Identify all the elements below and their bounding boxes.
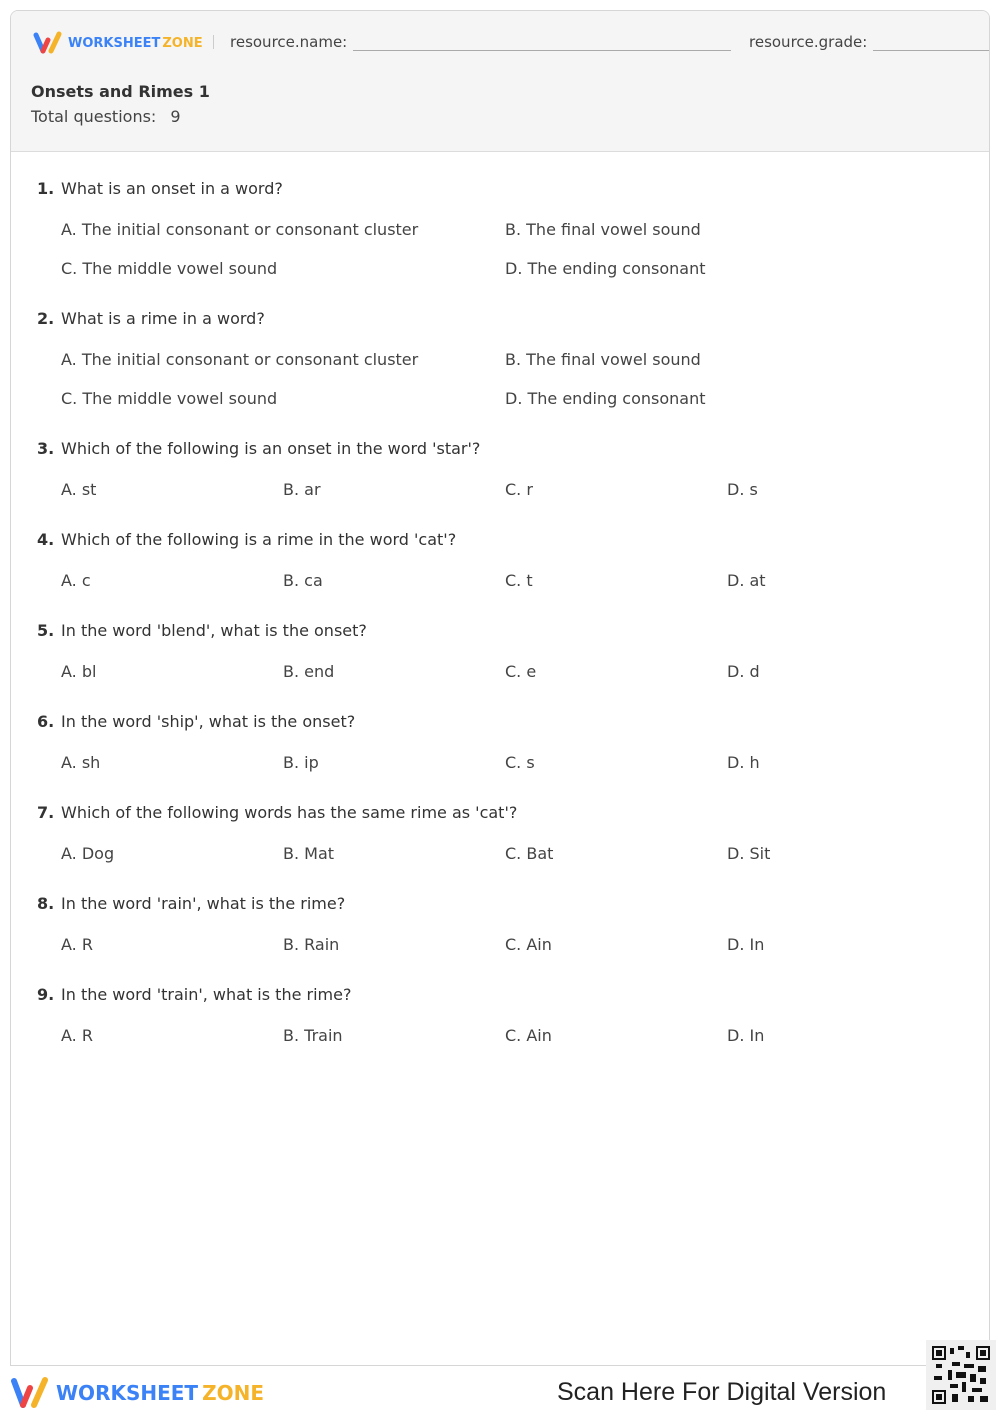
question-number: 2. [37, 309, 55, 328]
answer-option[interactable]: C. The middle vowel sound [61, 388, 278, 408]
worksheet-header [11, 11, 989, 152]
answer-options [61, 340, 977, 418]
answer-option[interactable]: D. s [727, 479, 758, 499]
answer-option[interactable]: C. Ain [505, 934, 552, 954]
question-text [37, 803, 977, 823]
answer-option[interactable]: A. bl [61, 661, 97, 681]
answer-option[interactable]: A. sh [61, 752, 101, 772]
answer-option[interactable]: C. Bat [505, 843, 554, 863]
worksheet-title: Onsets and Rimes 1 [31, 82, 210, 101]
answer-option[interactable]: B. ca [283, 570, 323, 590]
question-text [37, 712, 977, 732]
answer-option[interactable]: B. The final vowel sound [505, 349, 701, 369]
qr-code-icon[interactable] [926, 1340, 996, 1410]
resource-grade-label: resource.grade: [749, 33, 868, 51]
answer-option[interactable]: A. c [61, 570, 91, 590]
question-text [37, 894, 977, 914]
resource-name-line [353, 37, 731, 51]
question-number: 5. [37, 621, 55, 640]
answer-options [61, 925, 977, 964]
question-prompt: In the word 'train', what is the rime? [61, 985, 352, 1004]
resource-name-field [230, 33, 731, 51]
question-prompt: Which of the following is a rime in the word 'cat'? [61, 530, 457, 549]
question-text [37, 621, 977, 641]
resource-name-label: resource.name: [230, 33, 348, 51]
question-text [37, 985, 977, 1005]
answer-options [61, 652, 977, 691]
answer-option[interactable]: A. st [61, 479, 97, 499]
answer-option[interactable]: D. In [727, 934, 765, 954]
question-prompt: What is a rime in a word? [61, 309, 265, 328]
question-text [37, 439, 977, 459]
brand-part1: WORKSHEET [56, 1381, 199, 1405]
total-questions [31, 107, 181, 126]
answer-option[interactable]: B. ip [283, 752, 319, 772]
answer-options [61, 561, 977, 600]
answer-option[interactable]: A. The initial consonant or consonant cluster [61, 219, 419, 239]
question-text [37, 530, 977, 550]
question-item [37, 712, 977, 782]
answer-option[interactable]: B. ar [283, 479, 321, 499]
answer-option[interactable]: D. The ending consonant [505, 388, 706, 408]
answer-option[interactable]: A. R [61, 934, 93, 954]
answer-options [61, 470, 977, 509]
header-logo [33, 31, 203, 55]
question-item [37, 309, 977, 418]
resource-grade-line [873, 37, 990, 51]
brand-part2: ZONE [202, 1381, 264, 1405]
brand-part1: WORKSHEET [68, 35, 161, 51]
answer-option[interactable]: B. Mat [283, 843, 335, 863]
footer-logo [10, 1376, 264, 1410]
question-number: 6. [37, 712, 55, 731]
question-item [37, 439, 977, 509]
question-text [37, 309, 977, 329]
total-value: 9 [170, 107, 181, 126]
question-item [37, 803, 977, 873]
answer-option[interactable]: A. The initial consonant or consonant cluster [61, 349, 419, 369]
total-label: Total questions: [31, 107, 157, 126]
question-item [37, 985, 977, 1055]
question-prompt: Which of the following is an onset in the word 'star'? [61, 439, 481, 458]
answer-option[interactable]: C. r [505, 479, 533, 499]
worksheet-page [10, 10, 990, 1366]
question-number: 1. [37, 179, 55, 198]
answer-option[interactable]: B. end [283, 661, 335, 681]
question-list [37, 179, 977, 1076]
question-number: 7. [37, 803, 55, 822]
answer-options [61, 834, 977, 873]
question-text [37, 179, 977, 199]
answer-option[interactable]: D. d [727, 661, 760, 681]
divider [213, 35, 214, 49]
answer-option[interactable]: B. The final vowel sound [505, 219, 701, 239]
answer-option[interactable]: C. t [505, 570, 533, 590]
answer-option[interactable]: C. e [505, 661, 537, 681]
scan-text: Scan Here For Digital Version [557, 1378, 887, 1406]
question-prompt: In the word 'blend', what is the onset? [61, 621, 367, 640]
answer-option[interactable]: C. Ain [505, 1025, 552, 1045]
question-item [37, 621, 977, 691]
question-item [37, 530, 977, 600]
answer-option[interactable]: B. Rain [283, 934, 340, 954]
question-number: 9. [37, 985, 55, 1004]
question-prompt: What is an onset in a word? [61, 179, 283, 198]
answer-option[interactable]: D. h [727, 752, 760, 772]
answer-option[interactable]: D. In [727, 1025, 765, 1045]
answer-option[interactable]: D. at [727, 570, 766, 590]
answer-options [61, 210, 977, 288]
answer-options [61, 1016, 977, 1055]
question-item [37, 179, 977, 288]
question-prompt: In the word 'rain', what is the rime? [61, 894, 346, 913]
answer-option[interactable]: D. Sit [727, 843, 771, 863]
question-number: 8. [37, 894, 55, 913]
resource-grade-field [749, 33, 990, 51]
answer-options [61, 743, 977, 782]
question-number: 3. [37, 439, 55, 458]
answer-option[interactable]: D. The ending consonant [505, 258, 706, 278]
answer-option[interactable]: A. R [61, 1025, 93, 1045]
logo-w-icon [33, 31, 65, 55]
answer-option[interactable]: A. Dog [61, 843, 115, 863]
logo-w-icon [10, 1376, 52, 1410]
question-item [37, 894, 977, 964]
brand-part2: ZONE [162, 35, 203, 51]
answer-option[interactable]: C. s [505, 752, 535, 772]
answer-option[interactable]: C. The middle vowel sound [61, 258, 278, 278]
question-prompt: Which of the following words has the same rime as 'cat'? [61, 803, 518, 822]
answer-option[interactable]: B. Train [283, 1025, 343, 1045]
question-prompt: In the word 'ship', what is the onset? [61, 712, 356, 731]
question-number: 4. [37, 530, 55, 549]
